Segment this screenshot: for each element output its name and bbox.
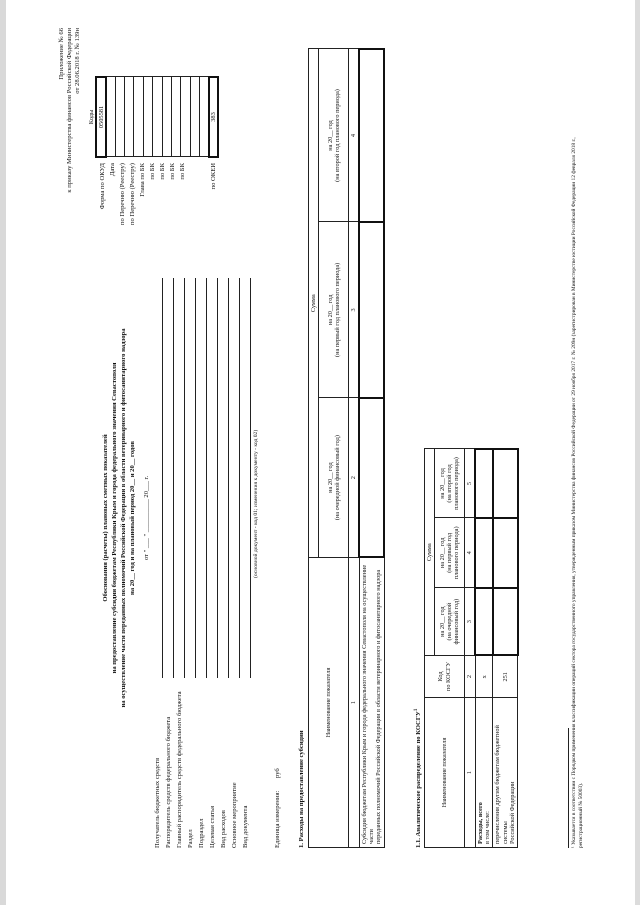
section11-col-code: Код по КОСГУ <box>425 656 465 698</box>
section1-row-label <box>359 558 384 848</box>
section11-title: 1.1. Аналитическое распределение по КОСГУ$^1$ <box>414 708 423 848</box>
label-doc-type: Вид документа <box>242 805 249 848</box>
codes-header: Коды <box>87 77 96 157</box>
code-cell <box>162 77 171 157</box>
period-year: на 20__ год <box>326 294 334 326</box>
section11-total-2 <box>475 518 492 588</box>
field-line <box>228 278 229 678</box>
period-year: на 20__ год <box>326 462 334 493</box>
label-bk-2: по БК <box>159 163 166 180</box>
label-registry-1: по Перечню (Реестру) <box>119 163 126 226</box>
section1-num-4: 4 <box>349 49 360 222</box>
section11-col-sum: Сумма <box>425 449 435 656</box>
field-line <box>217 278 218 678</box>
section11-total-code: x <box>475 656 492 698</box>
row-text: переданных полномочий Российской Федерации в области ветеринарного и фитосанитарного надзора <box>375 569 383 844</box>
section11-transfer-code: 251 <box>493 656 518 698</box>
field-line <box>239 278 240 678</box>
doc-type-hint: (основной документ - код 01; изменения к документу - код 02) <box>253 429 259 578</box>
code-cell <box>200 77 209 157</box>
section1-period-3 <box>319 49 349 222</box>
rotated-form <box>52 18 612 878</box>
label-section: Раздел <box>187 829 194 848</box>
section1-value-3 <box>359 49 384 222</box>
section11-transfer-1 <box>493 588 518 656</box>
label-subsection: Подраздел <box>198 818 205 848</box>
section11-total-3 <box>475 449 492 518</box>
period-note: (на очередной финансовый год) <box>333 435 341 521</box>
unit-value: руб <box>274 768 281 778</box>
footnote-divider <box>568 728 569 848</box>
period-note: (на второй год планового периода) <box>333 89 341 182</box>
section11-table <box>424 448 519 848</box>
label-target-article: Целевая статья <box>209 805 216 848</box>
field-line <box>250 278 251 678</box>
section11-num-3: 3 <box>465 588 476 656</box>
label-okud: Форма по ОКУД <box>99 163 106 210</box>
code-cell <box>190 77 199 157</box>
label-distributor: Распорядитель средств федерального бюджета <box>165 716 172 848</box>
section11-num-2: 2 <box>465 656 476 698</box>
row-text: Субсидия бюджетам Республики Крым и города федерального значения Севастополя на осуществление части <box>360 564 376 844</box>
field-line <box>162 278 163 678</box>
code-cell <box>125 77 134 157</box>
scan-edge-left <box>0 0 6 905</box>
section1-value-2 <box>359 222 384 398</box>
section1-num-3: 3 <box>349 222 360 398</box>
footnote-line-2: регистрационный № 50003). <box>578 782 584 848</box>
label-main-event: Основное мероприятие <box>231 782 238 848</box>
code-date <box>106 77 115 157</box>
title-line-1: Обоснования (расчеты) плановых сметных показателей <box>102 434 109 602</box>
label-glava: Глава по БК <box>139 163 146 197</box>
section1-col-sum: Сумма <box>309 49 319 558</box>
section1-period-2 <box>319 222 349 398</box>
section1-title: 1. Расходы на предоставление субсидии <box>298 730 305 848</box>
appendix-line-3: от 28.06.2018 г. № 139н <box>74 28 81 94</box>
code-okud: 0505581 <box>96 77 105 157</box>
section1-num-1: 1 <box>349 558 360 848</box>
label-bk-3: по БК <box>169 163 176 180</box>
section1-table <box>308 48 385 848</box>
field-line <box>184 278 185 678</box>
code-cell <box>115 77 124 157</box>
codes-table <box>87 76 219 158</box>
section11-num-1: 1 <box>465 698 476 848</box>
period-note: (на первый год планового периода) <box>333 262 341 357</box>
label-expense-type: Вид расходов <box>220 810 227 848</box>
label-okei: по ОКЕИ <box>210 163 217 190</box>
section1-col-name: Наименование показателя <box>309 558 349 848</box>
section1-period-1 <box>319 398 349 558</box>
section11-transfer-row: перечисления другим бюджетам бюджетной системы Российской Федерации <box>493 698 518 848</box>
section1-num-2: 2 <box>349 398 360 558</box>
section11-transfer-3 <box>493 449 518 518</box>
footnote-line-1: ¹ Указывается в соответствии с Порядком применения классификации операций сектора государственного управления, утвержденным приказом Министерства финансов Российской Федерации от 29 ноября 2017 г. № 209н (зарегистрирован в Министерстве юстиции Российской Федерации 12 февраля 2018 г., <box>571 137 577 848</box>
label-recipient: Получатель бюджетных средств <box>154 757 161 848</box>
scan-edge-right <box>635 0 640 905</box>
period-year: на 20__ год <box>326 120 334 151</box>
label-main-distributor: Главный распорядитель средств федерального бюджета <box>176 691 183 848</box>
title-line-4: на 20__ год и на плановый период 20__ и 20__ годов <box>129 441 136 595</box>
field-line <box>173 278 174 678</box>
appendix-line-2: к приказу Министерства финансов Российской Федерации <box>66 28 73 193</box>
section11-total-row: Расходы, всего в том числе: <box>475 698 492 848</box>
section11-total-1 <box>475 588 492 656</box>
label-bk-1: по БК <box>149 163 156 180</box>
section11-period-1: на 20__ год (на очередной финансовый год) <box>435 588 465 656</box>
section11-num-5: 5 <box>465 449 476 518</box>
appendix-line-1: Приложение № 66 <box>58 28 65 80</box>
title-line-2: на предоставление субсидии бюджетам Республики Крым и города федерального значения Севастополя <box>111 362 118 674</box>
code-cell <box>143 77 152 157</box>
unit-label: Единица измерения: <box>274 790 281 848</box>
section11-transfer-2 <box>493 518 518 588</box>
section11-num-4: 4 <box>465 518 476 588</box>
section1-value-1 <box>359 398 384 558</box>
field-line <box>195 278 196 678</box>
code-cell <box>181 77 190 157</box>
title-line-3: на осуществление части переданных полномочий Российской Федерации в области ветеринарного и фитосанитарного надзора <box>120 328 127 708</box>
label-registry-2: по Перечню (Реестру) <box>129 163 136 226</box>
label-bk-4: по БК <box>179 163 186 180</box>
section11-period-2: на 20__ год (на первый год планового периода) <box>435 518 465 588</box>
code-cell <box>134 77 143 157</box>
field-line <box>206 278 207 678</box>
code-cell <box>172 77 181 157</box>
date-line: от " ___ " __________ 20___ г. <box>143 475 150 561</box>
label-date: Дата <box>109 163 116 177</box>
code-okei: 383 <box>209 77 218 157</box>
code-cell <box>153 77 162 157</box>
section11-col-name: Наименование показателя <box>425 698 465 848</box>
section11-period-3: на 20__ год (на второй год планового периода) <box>435 449 465 518</box>
